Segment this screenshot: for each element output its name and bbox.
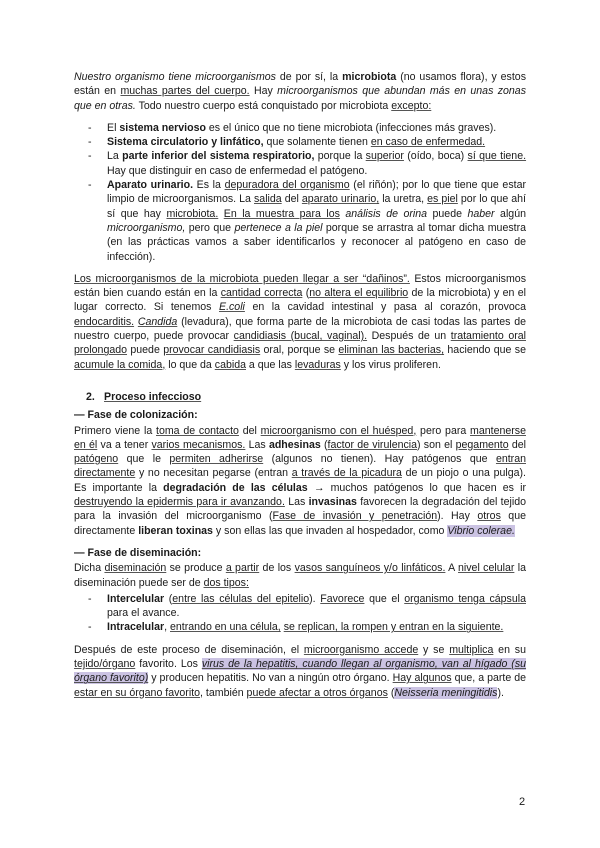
text-run: haber [467,207,495,220]
text-run: Hay algunos [392,672,452,685]
page-content [74,70,526,708]
text-run: tratamiento oral prolongado [74,330,526,357]
text-run: microorganismo, [107,221,186,234]
text-run: se replican, la rompen y entran en la siguiente. [283,621,504,634]
text-run: acumule la comida, [74,358,166,371]
text-run: de los [259,562,295,575]
text-run: que le [118,453,170,466]
text-run: puede afectar a otros órganos [246,686,388,699]
text-run: permiten adherirse [169,453,264,466]
text-run: ). Hay [437,510,478,523]
text-run: microorganismo accede [303,643,419,656]
text-run: que, a parte de [451,672,527,685]
text-run: ( [320,438,328,451]
text-run: puede [427,207,468,220]
paragraph-colonization [74,424,526,538]
text-run: Primero viene la [74,424,156,437]
text-run: entran directamente [74,453,526,480]
text-run: microorganismos que abundan más en unas zonas que en otras. [74,85,527,112]
text-run: Intracelular [107,621,165,634]
text-run: en la cavidad intestinal y pasa al corazón, provoca [244,301,526,314]
text-run: Todo nuestro cuerpo está conquistado por microbiota [135,99,392,112]
text-run: La [107,150,123,163]
text-run: organismo tenga cápsula [404,592,526,605]
text-run: Nuestro organismo tiene microorganismos [74,71,276,83]
text-run: degradación de las células [163,481,308,494]
text-run: oral, porque se [260,344,339,357]
text-run: que el [364,592,405,605]
text-run: destruyendo la epidermis para ir avanzando. [74,496,285,509]
list-item-urinary-system [74,178,526,264]
text-run: ). [497,686,504,699]
list-item-intracellular [74,620,526,634]
text-run: E.coli [219,301,245,314]
text-run: factor de virulencia [327,438,418,451]
text-run: salida [254,193,282,206]
text-run: que directamente [74,510,526,537]
text-run: Las [284,496,309,509]
text-run: cabida [214,358,246,371]
text-run: haciendo que se [444,344,526,357]
list-item-respiratory-system [74,149,526,178]
text-run: de la microbiota) y en el lugar correcto. Si tenemos [74,287,526,314]
text-run: a que las [245,358,295,371]
text-run: otros [477,510,501,523]
text-run: toma de contacto [156,424,239,437]
text-run: mantenerse en él [74,424,526,451]
text-run: superior [365,150,404,163]
text-run: adhesinas [268,438,321,451]
exceptions-list [74,121,526,264]
text-run: a partir [225,562,260,575]
text-run: levaduras [294,358,341,371]
highlighted-text: virus de la hepatitis, cuando llegan al organismo, van al hígado (su órgano favorito) [74,657,527,685]
text-run: es el único que no tiene microbiota (infecciones más graves). [205,121,497,134]
text-run: que solamente tienen [263,136,371,149]
text-run: Después de un [367,330,451,343]
text-run: Sistema circulatorio y linfático, [107,136,264,149]
text-run: la diseminación puede ser de [74,562,526,589]
text-run: ( [387,686,395,699]
text-run: Hay que distinguir en caso de enfermedad el patógeno. [107,164,368,177]
subheading-dissemination: — Fase de diseminación: [74,546,202,559]
text-run: de por sí, la [275,71,343,83]
text-run: análisis de orina [345,207,428,220]
text-run: va a tener [97,438,152,451]
text-run: varios mecanismos. [151,438,246,451]
text-run: Después de este proceso de diseminación, el [74,643,304,656]
dissemination-types-list [74,592,526,635]
section-number: 2. [86,390,95,403]
text-run: puede [127,344,164,357]
paragraph-harmful-microbiota [74,272,526,372]
text-run: del [508,438,527,451]
text-run: sí que tiene. [467,150,527,163]
text-run: multiplica [449,643,494,656]
text-run: y no necesitan pegarse (entran [135,467,292,480]
text-run: nivel celular [458,562,515,575]
text-run: del [281,193,302,206]
text-run: vasos sanguíneos y/o linfáticos. [294,562,446,575]
text-run: entre las células del epitelio [172,592,310,605]
paragraph-dissemination [74,561,526,590]
text-run: pero para [416,424,471,437]
text-run: Hay [249,85,278,98]
text-run: cantidad correcta [220,287,303,300]
text-run: y se [418,643,450,656]
text-run: entrando en una célula, [170,621,281,634]
text-run: en su [493,643,526,656]
page-number: 2 [519,796,526,808]
text-run: (algunos no tienen). Hay patógenos que [263,453,496,466]
text-run: A [445,562,459,575]
text-run: a través de la picadura [291,467,402,480]
text-run: lo que da [165,358,215,371]
text-run: invasinas [308,496,357,509]
text-run: eliminan las bacterias, [338,344,445,357]
text-run: depuradora del organismo [224,179,350,192]
text-run: favorecen la degradación del tejido para la invasión del microorganismo ( [74,496,527,523]
text-run: microorganismo con el huésped, [260,424,417,437]
text-run: y son ellas las que invaden al hospedador, como [212,524,448,537]
highlighted-text: Vibrio colerae. [447,524,515,537]
text-run: algún [494,207,526,220]
text-run: del [238,424,261,437]
text-run: → muchos patógenos lo que hacen es ir [307,481,526,494]
list-item-nervous-system [74,121,526,135]
text-run: porque se arrastra al tomar dicha muestra (en las prácticas vamos a saber identificarlos y reconocer al patógeno en caso de infección). [107,221,526,263]
text-run: ( [164,592,173,605]
text-run: de un piojo o una pulga). Es importante la [74,467,526,494]
text-run: candidiasis (bucal, vaginal). [233,330,368,343]
text-run: Candida [137,315,178,328]
text-run: favorito. Los [135,657,202,670]
text-run: (no usamos flora), y estos están en [74,71,526,98]
list-item-intercellular [74,592,526,621]
text-run: (el riñón); por lo que tiene que estar limpio de microorganismos. La [107,179,526,206]
section-heading [74,390,526,404]
text-run: porque la [314,150,366,163]
text-run: la uretra, [379,193,428,206]
highlighted-text: Neisseria meningitidis [394,686,498,699]
text-run: Estos microorganismos están bien cuando están en la [74,272,526,300]
text-run: para el avance. [107,607,180,620]
text-run: estar en su órgano favorito, [74,686,203,699]
text-run: ). [309,592,321,605]
text-run: en caso de enfermedad. [370,136,486,149]
text-run: provocar candidiasis [163,344,261,357]
text-run: En la muestra para los [223,207,340,220]
paragraph-microbiota-intro [74,70,526,113]
text-run: liberan toxinas [138,524,213,537]
text-run: Fase de invasión y penetración [272,510,438,523]
text-run: Dicha [74,562,105,575]
text-run: (oído, boca) [403,150,468,163]
text-run: sistema nervioso [119,121,206,134]
text-run: Favorece [320,592,365,605]
text-run: microbiota. [166,207,219,220]
text-run: dos tipos: [203,576,249,589]
text-run: y producen hepatitis. No van a ningún otro órgano. [148,672,393,685]
text-run: microbiota [342,71,397,83]
text-run: pegamento [455,438,509,451]
text-run: aparato urinario, [301,193,380,206]
text-run: se produce [166,562,226,575]
text-run: parte inferior del sistema respiratorio, [122,150,315,163]
text-run: es piel [427,193,458,206]
text-run: Intercelular [107,592,165,605]
text-run: Es la [193,179,225,192]
text-run: muchas partes del cuerpo. [120,85,250,98]
text-run: diseminación [104,562,167,575]
text-run: pero que [185,221,235,234]
text-run: ) son el [417,438,456,451]
text-run: patógeno [74,453,119,466]
text-run: pertenece a la piel [234,221,323,234]
text-run: Las [245,438,269,451]
text-run: ( [302,287,310,300]
text-run: Los microorganismos de la microbiota pueden llegar a ser “dañinos”. [74,272,410,285]
text-run: por lo que ahí sí que hay [107,193,526,220]
text-run: también [202,686,247,699]
text-run: Aparato urinario. [107,179,194,192]
section-title: Proceso infeccioso [104,390,202,403]
text-run: excepto: [391,99,432,112]
text-run: (levadura), que forma parte de la microbiota de casi todas las partes de nuestro cuerpo, puede provocar [74,315,526,343]
list-item-circulatory-system [74,135,526,149]
text-run: endocarditis. [74,315,135,328]
text-run: tejido/órgano [74,657,136,670]
text-run: no altera el equilibrio [309,287,409,300]
subheading-colonization: — Fase de colonización: [74,409,198,422]
text-run: , [164,621,171,634]
paragraph-after-dissemination [74,643,526,700]
text-run: El [107,121,120,134]
text-run: y los virus proliferen. [340,358,441,371]
